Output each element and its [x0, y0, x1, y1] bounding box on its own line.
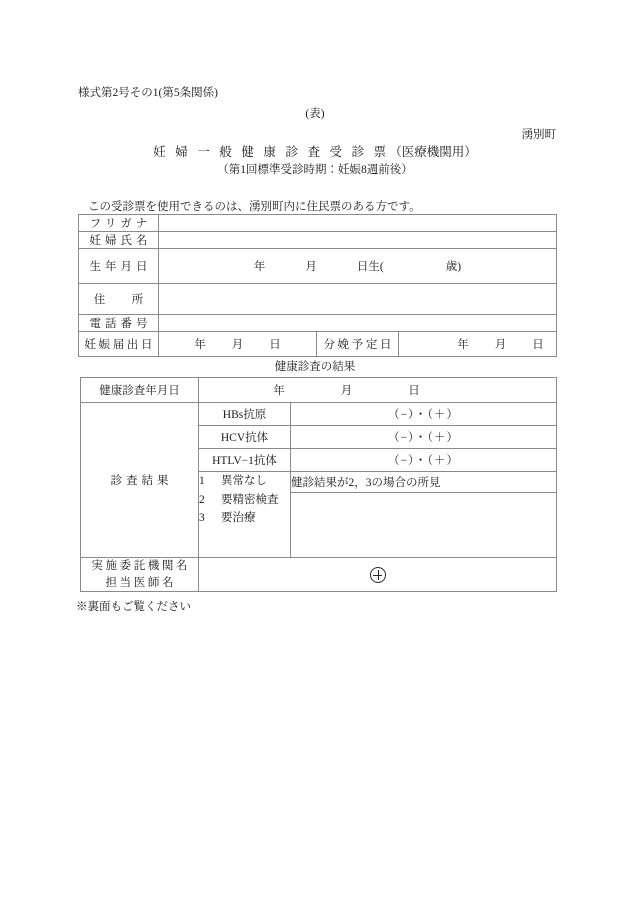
form-code: 様式第2号その1(第5条関係): [78, 87, 218, 99]
label-institution-doctor: [81, 558, 199, 592]
exam-year: 年: [273, 385, 285, 397]
option-1-label: 異常なし: [221, 475, 267, 487]
label-birthdate: 生年月日: [79, 249, 159, 284]
birthdate-month: 月: [305, 261, 317, 273]
table-row-test-hbs: [81, 403, 557, 426]
option-3[interactable]: [199, 509, 290, 528]
option-2[interactable]: [199, 491, 290, 510]
test-name-hbs: HBs抗原: [199, 403, 291, 426]
option-3-number: 3: [199, 512, 205, 525]
birthdate-age: 歳): [445, 261, 462, 273]
table-row-birthdate: [79, 249, 557, 284]
field-birthdate[interactable]: [159, 249, 557, 284]
birthdate-day: 日生(: [356, 261, 384, 273]
due-year: 年: [457, 339, 469, 351]
test-value-htlv[interactable]: （−）・（＋）: [291, 449, 557, 472]
page-title-main: 妊 婦 一 般 健 康 診 査 受 診 票: [153, 145, 390, 159]
side-mark: (表): [305, 108, 325, 120]
label-doctor: 担当医師名: [105, 576, 177, 589]
table-row-furigana: [79, 215, 557, 232]
field-notification-date[interactable]: [159, 332, 317, 357]
table-row-name: [79, 232, 557, 249]
label-phone: 電話番号: [79, 315, 159, 332]
table-row-exam-date: [81, 378, 557, 403]
table-row-notification-date: [79, 332, 557, 357]
field-institution-doctor[interactable]: [199, 558, 557, 592]
finding-value-field[interactable]: [291, 493, 557, 558]
notification-year: 年: [194, 339, 206, 351]
exam-day: 日: [408, 385, 420, 397]
field-due-date[interactable]: [399, 332, 557, 357]
field-address[interactable]: [159, 284, 557, 315]
table-row-address: [79, 284, 557, 315]
due-day: 日: [532, 339, 544, 351]
label-furigana: フリガナ: [79, 215, 159, 232]
birthdate-year: 年: [253, 261, 266, 273]
field-exam-date[interactable]: [199, 378, 557, 403]
option-2-label: 要精密検査: [221, 493, 279, 506]
label-address: 住 所: [79, 284, 159, 315]
applicant-table: [78, 214, 557, 357]
table-row-institution: [81, 558, 557, 592]
finding-header: 健診結果が2，3の場合の所見: [291, 472, 557, 493]
due-month: 月: [494, 339, 507, 351]
footer-note: ※裏面もご覧ください: [76, 601, 191, 613]
option-3-label: 要治療: [221, 512, 256, 525]
test-name-hcv: HCV抗体: [199, 426, 291, 449]
option-1[interactable]: [199, 472, 290, 491]
label-name: 妊婦氏名: [79, 232, 159, 249]
page-subtitle: （第1回標準受診時期：妊娠8週前後）: [217, 164, 413, 176]
diagnosis-options[interactable]: [199, 472, 291, 558]
option-1-number: 1: [199, 475, 205, 487]
field-name[interactable]: [159, 232, 557, 249]
seal-stamp-icon: [199, 567, 556, 583]
notification-day: 日: [269, 339, 281, 351]
test-value-hbs[interactable]: （−）・（＋）: [291, 403, 557, 426]
eligibility-note: この受診票を使用できるのは、湧別町内に住民票のある方です。: [88, 201, 421, 213]
label-due-date: 分娩予定日: [317, 332, 399, 357]
exam-section-caption: 健康診査の結果: [274, 361, 356, 373]
label-exam-results: 診査結果: [81, 403, 199, 558]
exam-month: 月: [340, 385, 353, 397]
option-2-number: 2: [199, 493, 205, 506]
field-furigana[interactable]: [159, 215, 557, 232]
test-name-htlv: HTLV−1抗体: [199, 449, 291, 472]
table-row-phone: [79, 315, 557, 332]
label-institution: 実施委託機関名: [91, 560, 191, 572]
field-phone[interactable]: [159, 315, 557, 332]
municipality-name: 湧別町: [521, 129, 556, 141]
label-notification-date: 妊娠届出日: [79, 332, 159, 357]
notification-month: 月: [231, 339, 244, 351]
label-exam-date: 健康診査年月日: [81, 378, 199, 403]
page-title-suffix: （医療機関用）: [389, 145, 477, 159]
exam-results-table: [80, 377, 557, 592]
page-title: [0, 142, 630, 160]
test-value-hcv[interactable]: （−）・（＋）: [291, 426, 557, 449]
